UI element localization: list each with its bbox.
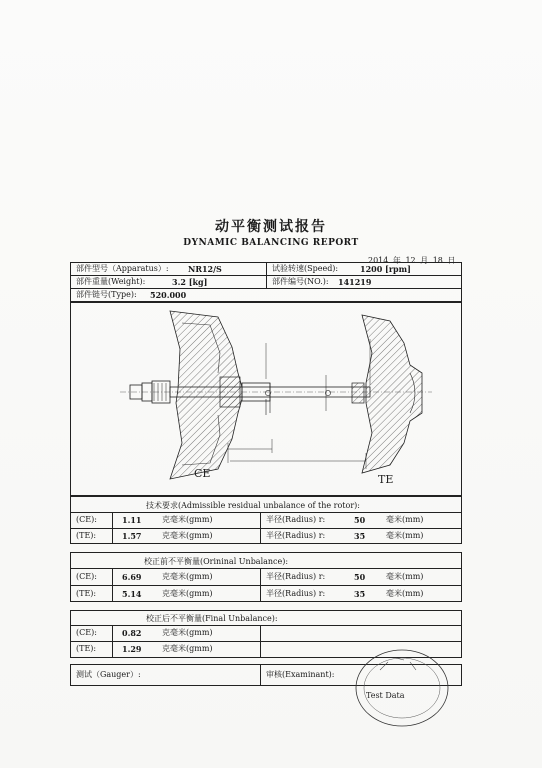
admissible-te-radius-unit: 毫米(mm): [386, 531, 424, 540]
type-value: 520.000: [150, 290, 187, 300]
original-te-value: 5.14: [122, 589, 142, 599]
inspection-stamp: [352, 640, 452, 730]
number-value: 141219: [338, 277, 372, 287]
original-ce-value: 6.69: [122, 572, 142, 582]
original-ce-unit: 克毫米(gmm): [162, 572, 213, 581]
admissible-heading: 技术要求(Admissible residual unbalance of the rotor):: [146, 501, 360, 510]
divider: [70, 288, 462, 289]
final-te-value: 1.29: [122, 644, 142, 654]
rotor-diagram: [70, 303, 462, 495]
divider: [70, 568, 462, 569]
divider: [260, 512, 261, 544]
apparatus-label: 部件型号（Apparatus）:: [76, 264, 169, 273]
speed-label: 试验转速(Speed):: [272, 264, 339, 273]
speed-value: 1200 [rpm]: [360, 264, 411, 274]
original-ce-side: (CE):: [76, 572, 97, 581]
original-ce-radius: 50: [354, 572, 366, 582]
original-te-radius: 35: [354, 589, 366, 599]
divider: [112, 568, 113, 602]
divider: [70, 512, 462, 513]
original-heading: 校正前不平衡量(Orininal Unbalance):: [144, 557, 289, 566]
original-ce-radius-label: 半径(Radius) r:: [266, 572, 326, 581]
type-label: 部件链号(Type):: [76, 290, 137, 299]
admissible-ce-radius-label: 半径(Radius) r:: [266, 515, 326, 524]
divider: [70, 528, 462, 529]
original-te-side: (TE):: [76, 589, 97, 598]
admissible-te-radius: 35: [354, 531, 366, 541]
admissible-ce-value: 1.11: [122, 515, 142, 525]
admissible-te-value: 1.57: [122, 531, 142, 541]
divider: [112, 625, 113, 658]
divider: [260, 664, 261, 686]
divider: [266, 262, 267, 288]
divider: [260, 568, 261, 602]
report-title-chinese: 动平衡测试报告: [215, 219, 327, 235]
admissible-ce-radius-unit: 毫米(mm): [386, 515, 424, 524]
ce-label: CE: [194, 467, 211, 480]
weight-label: 部件重量(Weight):: [76, 277, 146, 286]
original-te-radius-unit: 毫米(mm): [386, 589, 424, 598]
admissible-te-side: (TE):: [76, 531, 97, 540]
admissible-ce-side: (CE):: [76, 515, 97, 524]
original-te-radius-label: 半径(Radius) r:: [266, 589, 326, 598]
stamp-text: Test Data: [366, 691, 405, 700]
final-heading: 校正后不平衡量(Final Unbalance):: [146, 614, 278, 623]
weight-value: 3.2 [kg]: [172, 277, 208, 287]
final-te-side: (TE):: [76, 644, 97, 653]
original-te-unit: 克毫米(gmm): [162, 589, 213, 598]
admissible-te-unit: 克毫米(gmm): [162, 531, 213, 540]
admissible-ce-radius: 50: [354, 515, 366, 525]
final-ce-side: (CE):: [76, 628, 97, 637]
admissible-te-radius-label: 半径(Radius) r:: [266, 531, 326, 540]
examinant-label: 审核(Examinant):: [266, 670, 335, 679]
report-title-english: DYNAMIC BALANCING REPORT: [183, 238, 359, 248]
gauger-label: 测试（Gauger）:: [76, 670, 141, 679]
final-te-unit: 克毫米(gmm): [162, 644, 213, 653]
divider: [260, 625, 261, 658]
final-ce-unit: 克毫米(gmm): [162, 628, 213, 637]
report-date: 2014 年 12 月 18 日: [368, 256, 456, 265]
admissible-ce-unit: 克毫米(gmm): [162, 515, 213, 524]
divider: [70, 585, 462, 586]
original-ce-radius-unit: 毫米(mm): [386, 572, 424, 581]
number-label: 部件编号(NO.):: [272, 277, 329, 286]
te-label: TE: [378, 473, 394, 486]
final-ce-value: 0.82: [122, 628, 142, 638]
apparatus-value: NR12/S: [188, 264, 222, 274]
divider: [112, 512, 113, 544]
divider: [70, 625, 462, 626]
